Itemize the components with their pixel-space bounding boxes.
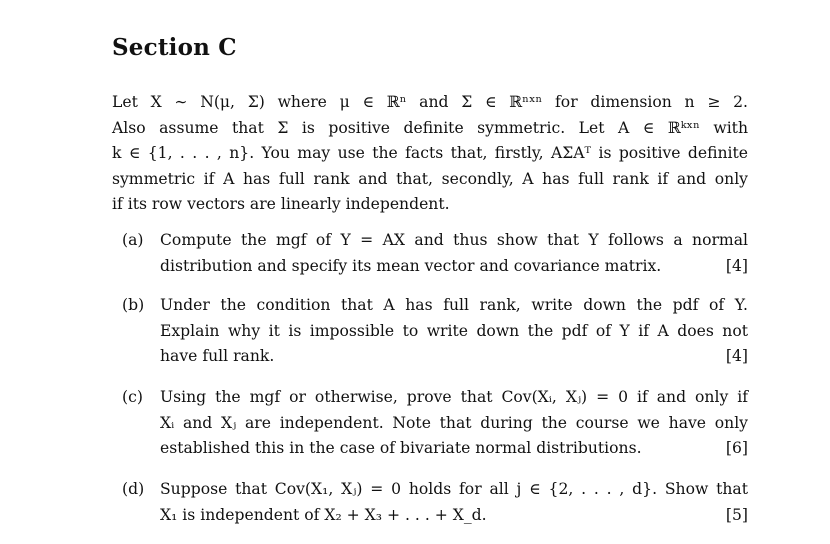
question-line-text: distribution and specify its mean vector and covariance matrix. (160, 256, 662, 275)
marks-badge: [5] (725, 505, 748, 524)
question-line-text: X₁ is independent of X₂ + X₃ + . . . + X_d. (160, 505, 487, 524)
intro-line: Also assume that Σ is positive definite symmetric. Let A ∈ ℝᵏˣⁿ with (112, 118, 748, 137)
question-b (122, 293, 748, 370)
intro-line: Let X ∼ N(μ, Σ) where μ ∈ ℝⁿ and Σ ∈ ℝⁿˣⁿ for dimension n ≥ 2. (112, 93, 748, 111)
question-body (160, 228, 748, 279)
question-label: (b) (122, 296, 145, 314)
question-line: Under the condition that A has full rank, write down the pdf of Y. (160, 296, 748, 314)
intro-line: symmetric if A has full rank and that, secondly, A has full rank if and only (112, 169, 748, 188)
question-body (160, 385, 748, 462)
question-line-text: established this in the case of bivariate normal distributions. (160, 439, 642, 457)
question-line (160, 344, 748, 370)
section-title: Section C (112, 34, 237, 61)
question-line: Suppose that Cov(X₁, Xⱼ) = 0 holds for all j ∈ {2, . . . , d}. Show that (160, 480, 748, 498)
question-line-text: have full rank. (160, 347, 275, 365)
marks-badge: [4] (725, 256, 748, 275)
question-label: (a) (122, 231, 144, 249)
marks-badge: [6] (725, 439, 748, 457)
question-body (160, 293, 748, 370)
question-line: Explain why it is impossible to write down the pdf of Y if A does not (160, 321, 748, 340)
question-line: Compute the mgf of Y = AX and thus show that Y follows a normal (160, 231, 748, 249)
question-line: Using the mgf or otherwise, prove that Cov(Xᵢ, Xⱼ) = 0 if and only if (160, 388, 748, 406)
intro-paragraph (112, 90, 748, 218)
intro-line: if its row vectors are linearly independent. (112, 195, 450, 213)
marks-badge: [4] (725, 347, 748, 365)
question-line: Xᵢ and Xⱼ are independent. Note that during the course we have only (160, 413, 748, 432)
question-line (160, 436, 748, 462)
intro-line: k ∈ {1, . . . , n}. You may use the facts that, firstly, AΣAᵀ is positive definite (112, 144, 748, 162)
question-label: (d) (122, 480, 145, 498)
question-a (122, 228, 748, 279)
question-line (160, 503, 748, 529)
question-d (122, 477, 748, 528)
question-c (122, 385, 748, 462)
question-body (160, 477, 748, 528)
question-label: (c) (122, 388, 143, 406)
question-line (160, 254, 748, 280)
